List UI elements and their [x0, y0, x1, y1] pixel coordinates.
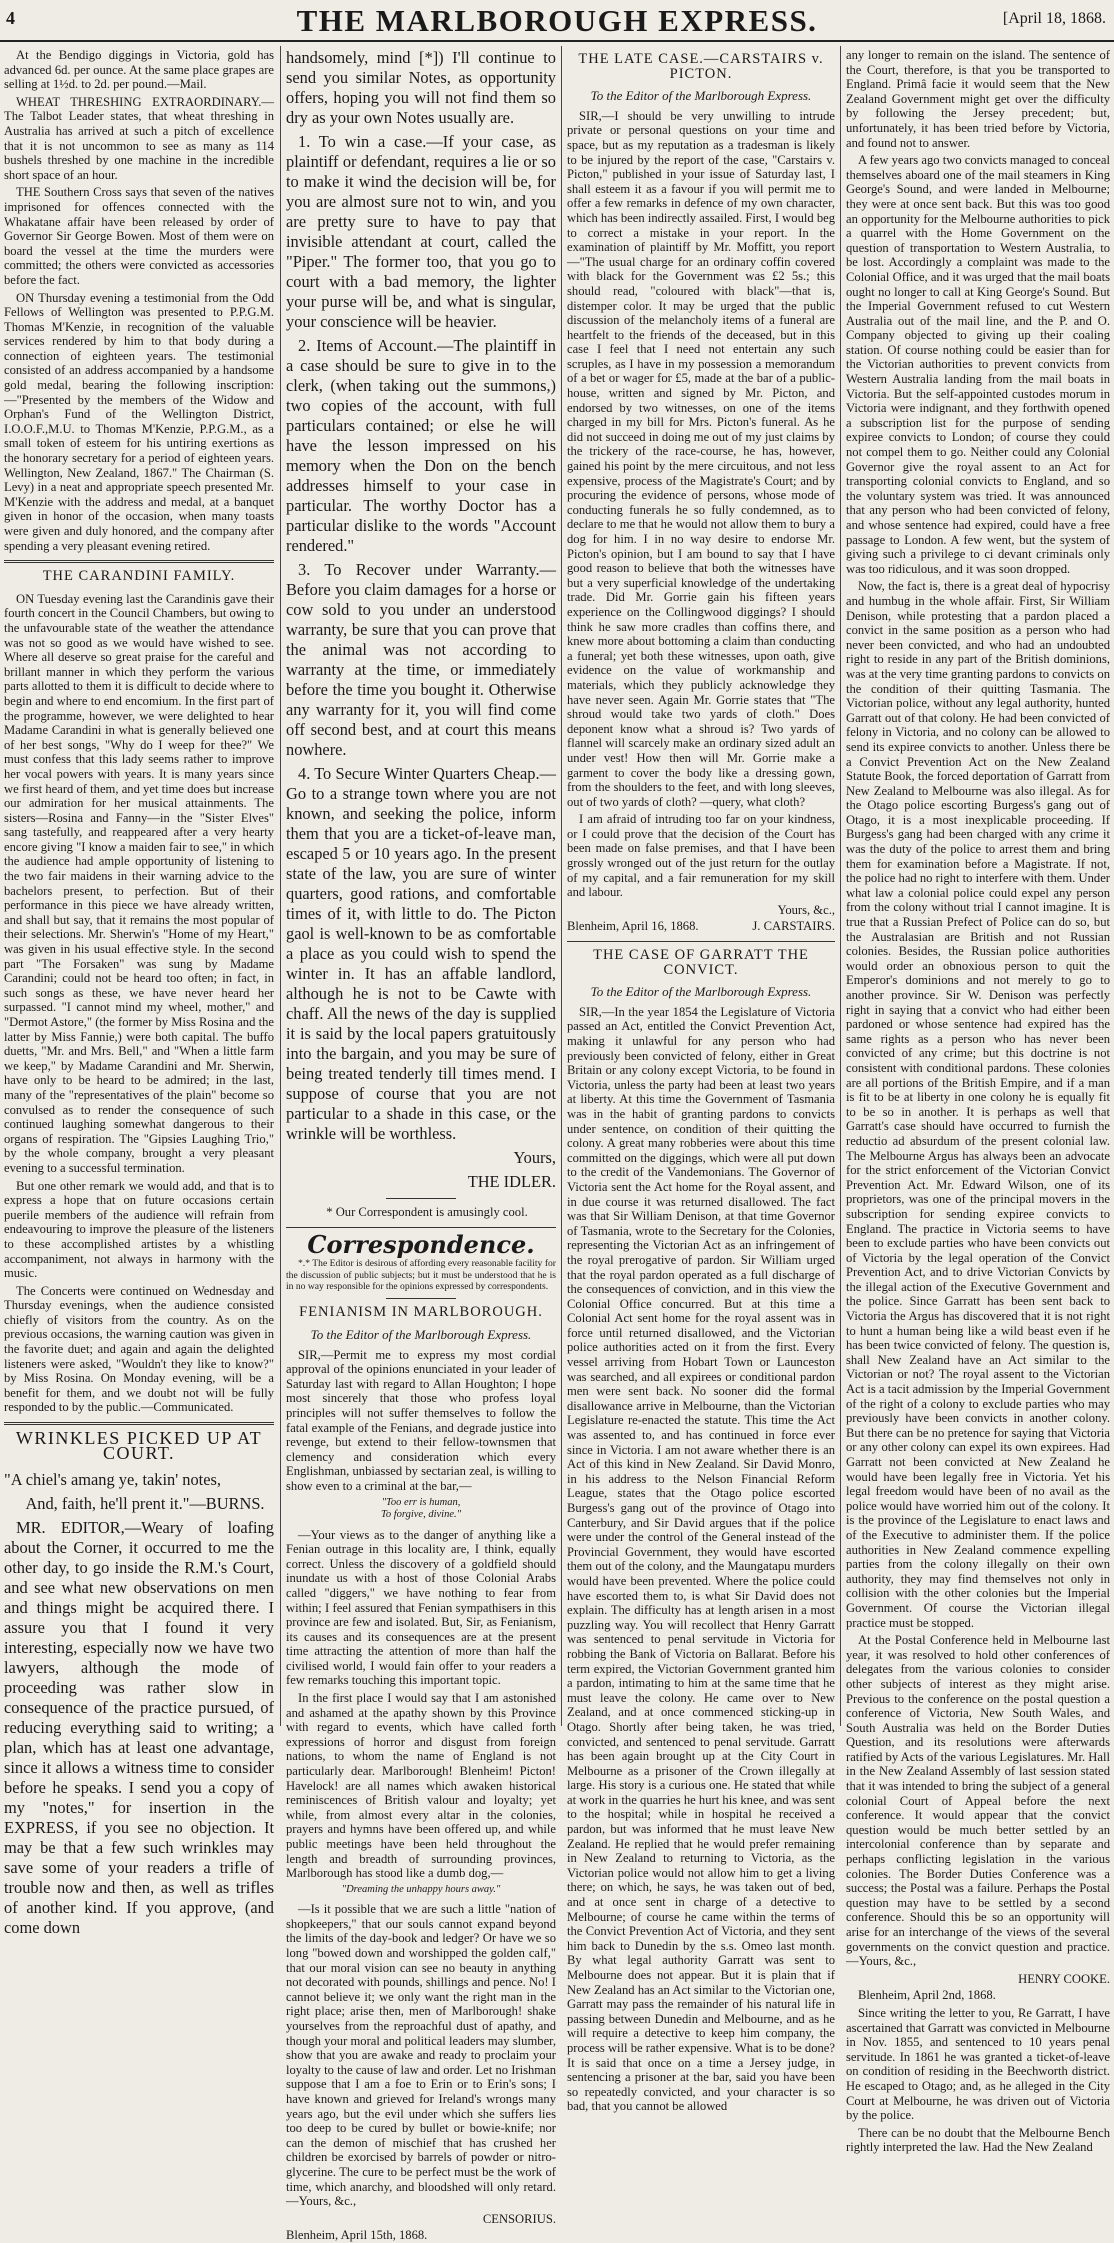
article-headline: THE CASE OF GARRATT THE CONVICT.: [593, 947, 809, 978]
epigraph-line: And, faith, he'll prent it."—BURNS.: [25, 1494, 265, 1514]
newspaper-title: THE MARLBOROUGH EXPRESS.: [296, 3, 818, 38]
article-paragraph: A few years ago two convicts managed to conceal themselves aboard one of the mail steamers in King George's Sound, and were landed in Melbourne; they were at once sent back. But this was too good an opportunity for the Melbourne authorities to pick a quarrel with the Home Government on the question of transportation to Western Australia, to be lost. Accordingly a complaint was made to the Colonial Office, and it was urged that the mail boats ought no longer to call at King George's Sound. But the Imperial Government refused to cut Western Australia out of the mail line, and the P. and O. Company objected to giving up their coaling station. Of course nothing could be easier than for the Victorian authorities to prevent convicts from Western Australia landing from the mail boats in Victoria. But the self-appointed custodes morum in Victoria were indignant, and they forthwith opened a subscription list for the purpose of sending expiree convicts to London; of course they could not compel them to go. Neither could any Colonial Governor give the royal assent to an Act for transporting colonial convicts to England, and so the voluntary system was tried. It was announced that any person who had been convicted of felony, and whose sentence had expired, could have a free passage to London. A few went, but the system of giving such a privilege to ci devant criminals only was too ridiculous, and it was soon dropped.: [846, 153, 1110, 576]
news-item: ON Thursday evening a testimonial from the Odd Fellows of Wellington was presented to P.P.G.M. Thomas M'Kenzie, in recognition of the valuable services rendered by him to that body during a connection of eighteen years. The testimonial consisted of an address accompanied by a handsome gold medal, bearing the following inscription:—"Presented by the members of the Widow and Orphan's Fund of the Wellington District, I.O.O.F.,M.U. to Thomas M'Kenzie, P.P.G.M., as a small token of esteem for his untiring exertions as the honorary secretary for a period of eighteen years. Wellington, New Zealand, 1867." The Chairman (S. Levy) in a neat and appropriate speech presented Mr. M'Kenzie with the address and medal, at a banquet given in honor of the occasion, when many toasts were given and duly honored, and the company after spending a very pleasant evening retired.: [4, 290, 274, 553]
signature: J. CARSTAIRS.: [752, 919, 835, 934]
section-divider: [4, 560, 274, 563]
column-rule: [280, 46, 281, 1726]
column-3: [567, 48, 835, 2114]
postscript: There can be no doubt that the Melbourne Bench rightly interpreted the law. Had the New Zealand: [846, 2125, 1110, 2155]
section-divider: [286, 1227, 556, 1228]
signature: THE IDLER.: [467, 1172, 556, 1191]
article-paragraph: Now, the fact is, there is a great deal of hypocrisy and humbug in the whole affair. First, Sir William Denison, while protesting that a pardon placed a convict in the same position as a person who had never been convicted, and who had an undoubted right to reside in any part of the British dominions, was at the very time granting pardons to convicts on the condition of their quitting Tasmania. The Victorian police, without any legal authority, hunted Garratt out of that colony. He had been convicted of felony in Victoria, and no colony can be allowed to send its expiree convicts to another. Unless there be a Convict Prevention Act on the New Zealand Statute Book, the forced deportation of Garratt from New Zealand to Melbourne was also illegal. As for the Otago police escorting Burgess's gang out of Otago, it is a most inexplicable proceeding. If Burgess's gang had been charged with any crime it was the duty of the police to arrest them and bring them for examination before a Magistrate. If not, the police had no right to interfere with them. Under what law a colonial police could expel any person from the colony without trial I cannot imagine. It is true that a Russian Prefect of Police can do so, but the Australasian are British and not Russian colonies. Besides, the Russian police authorities would order an obnoxious person to quit the Emperor's dominions and not merely to go to another province. Sir W. Denison was perfectly right in saying that a convict who had either been pardoned or whose sentence had expired has the same rights as a person who has never been convicted of any crime; but this doctrine is not consistent with conditional pardons. These colonies are all portions of the British Empire, and if a man is fit to be at liberty in one colony he is equally fit to be so in another. It is perhaps as well that Garratt's case should have occurred to furnish the reductio ad absurdum of the present colonial law. The Melbourne Argus has always been an advocate for the strict enforcement of the Victorian Convict Prevention Act. Mr. Edward Wilson, one of its proprietors, was one of the principal movers in the subscription for sending expiree convicts to England. The practice in Victoria seems to have been to exclude parties who have been convicts out of Victoria by the legal operation of the Convict Prevention Act, and to drive Victorian Convicts by the illegal action of the Executive Government and the police. Since Garratt has been sent back to Victoria the Argus has discovered that it is not right to hunt a human being like a wild beast even if he has been twice convicted of felony. The question is, shall New Zealand have an Act similar to the Victorian or not? The royal assent to the Victorian Act is a tacit admission by the Imperial Government of the right of a colony to exclude parties who may previously have been convicts in another colony. But there can be no pretence for saying that Victoria or any other colony can expel its own expirees. Had Garratt not been convicted at New Zealand he would have been legally free in Victoria. Yet his legal freedom would have been of no avail as the police would have worried him out of the colony. It is the province of the Legislature to enact laws and of the Executive to administer them. If the police authorities in New Zealand commence expelling parties from the colony illegally on their own authority, they may find themselves not only in collision with the other colonies but the Imperial Government. Of course the Victorian illegal practice must be stopped.: [846, 579, 1110, 1630]
dateline: [567, 919, 835, 934]
article-paragraph: handsomely, mind [*]) I'll continue to send you similar Notes, as opportunity offers, hoping you will not find them so dry as your own Notes usually are.: [286, 48, 556, 127]
article-paragraph: In the first place I would say that I am astonished and ashamed at the apathy shown by this Province with regard to events, which have called forth expressions of horror and disgust from foreign nations, to whom the name of England is not particularly dear. Marlborough! Blenheim! Picton! Havelock! are all names which awaken historical reminiscences of British valour and loyalty; yet while, from almost every altar in the colonies, prayers and hymns have been offered up, and while public meetings have been held throughout the length and breadth of surrounding provinces, Marlborough has stood like a dumb dog,—: [286, 1691, 556, 1881]
column-rule: [561, 46, 562, 1726]
masthead: [0, 0, 1114, 42]
column-4: [846, 48, 1110, 2155]
article-subhead: To the Editor of the Marlborough Express.: [590, 88, 812, 104]
section-divider: [567, 941, 835, 942]
article-paragraph: The Concerts were continued on Wednesday and Thursday evenings, when the audience consisted chiefly of visitors from the country. As on the previous occasions, the warning caution was given in the favorite duet; and again and again the delighted listeners were asked, "Wouldn't they like to know?" by Miss Rosina. On Monday evening, will be a benefit for them, and we doubt not will be fully responded to by the public.—Communicated.: [4, 1283, 274, 1415]
verse-quote: "Dreaming the unhappy hours away.": [341, 1883, 501, 1895]
article-paragraph: —Is it possible that we are such a little "nation of shopkeepers," that our souls cannot expand beyond the limits of the day-book and ledger? Or have we so long "bowed down and worshipped the golden calf," that our moral vision can see no beauty in anything not decorated with pounds, shillings and pence. No! I cannot believe it; we only want the right man in the right place; arise then, men of Marlborough! shake yourselves from the reproachful dust of apathy, and though your moral and political leaders may slumber, show that you are awake and ready to proclaim your loyalty to the cause of law and order. Let no Irishman suppose that I am a foe to Erin or to Erin's sons; I have known and grieved for Ireland's wrongs many years ago, but the evil under which she suffers lies too deep to be cured by bullet or bowie-knife; nor can the demon of mischief that has crushed her children be exorcised by barrels of powder or nitro-glycerine. The cure to be perfect must be the work of time, which anarchy, and bloodshed will only retard.—Yours, &c.,: [286, 1902, 556, 2209]
article-paragraph: SIR,—In the year 1854 the Legislature of Victoria passed an Act, entitled the Convict Prevention Act, making it unlawful for any person who had previously been convicted of felony, either in Great Britain or any colony except Victoria, to be found in Victoria, unless the party had been at least two years at liberty. At this time the Government of Tasmania was in the habit of granting pardons to convicts under sentence, on condition of their quitting the colony. A great many robberies were about this time committed on the diggings, which were all put down to the credit of the Vandemonians. The Governor of Victoria sent the Act home for the Royal assent, and in due course it was returned disallowed. The fact was that Sir William Denison, at that time Governor of Tasmania, wrote to the Secretary for the Colonies, representing the Victorian Act as an infringement of the royal prerogative of pardon. Sir William urged that the royal pardon operated as a full discharge of the consequences of conviction, and in this view the Colonial Office concurred. But at this time a Colonial Act sent home for the royal assent was in force until returned disallowed, and the Victorian police authorities acted on it from the first. Every vessel arriving from Hobart Town or Launceston was searched, and all expirees or conditional pardon men were sent back. No sooner did the formal disallowance arrive in Melbourne, than the Victorian Legislature re-enacted the statute. This time the Act was assented to, and has continued in force ever since in Victoria. I am not aware whether there is an Act of this kind in New Zealand. Sir David Monro, in his address to the Nelson Financial Reform League, states that the Otago police escorted Burgess's gang out of the province of Otago into Canterbury, and Sir David argues that if the police were under the control of the General instead of the Provincial Government, they would have escorted them out of the colony, and the Maungatapu murders would have been prevented. Where the police could have escorted them to, is what Sir David does not explain. The difficulty has at length arisen in a most puzzling way. You will recollect that Henry Garratt was sentenced to penal servitude in Victoria for robbing the Bank of Victoria on Ballarat. Before his term expired, the Victorian Government granted him a pardon, intimating to him at the same time that he must leave the colony. He came over to New Zealand, and at once commenced sticking-up in Otago. Shortly after being taken, he was tried, convicted, and sentenced to penal servitude. Garratt has been again brought up at the City Court in Melbourne as a prisoner of the Crown illegally at large. His story is a curious one. He stated that while at work in the quarries he hurt his knee, and was sent to the hospital; while in hospital he received a pardon, but was informed that he must leave New Zealand. He replied that he would prefer remaining in New Zealand to returning to Victoria, as the Victorian police would not allow him to get a living there; on which, he says, he was taken out of bed, and at once sent in charge of a detective to Melbourne; of course he came within the terms of the Convict Prevention Act of Victoria, and they sent him back to Dunedin by the s.s. Omeo last month. By what legal authority Garratt was sent to Melbourne does not appear. But it is plain that if New Zealand has an Act similar to the Victorian one, Garratt may pass the remainder of his natural life in passing between Dunedin and Melbourne, and as he will require a detective to keep him company, the process will be rather expensive. What is to be done? It is said that once on a time a Jersey judge, in sentencing a prisoner at the bar, said you have been so repeatedly convicted, and your character is so bad, that you cannot be allowed: [567, 1004, 835, 2114]
article-paragraph: 1. To win a case.—If your case, as plaintiff or defendant, requires a lie or so to make it wind the decision will be, for you are almost sure not to win, and you are pretty sure to have to pay that invisible attendant at court, called the "Piper." The former too, that you go to court with a bad memory, the lighter your purse will be, and what is singular, your conscience will be heavier.: [286, 132, 556, 331]
article-paragraph: —Your views as to the danger of anything like a Fenian outrage in this locality are, I think, equally correct. Unless the discovery of a goldfield should inundate us with a host of those Colonial Arabs called "diggers," we have nothing to fear from within; I feel assured that Fenian sympathisers in this province are few and isolated. But, Sir, as Fenianism, its causes and its consequences are at the present time attracting the attention of more than half the civilised world, I would fain offer to your readers a few remarks touching this important topic.: [286, 1527, 556, 1688]
article-subhead: To the Editor of the Marlborough Express.: [310, 1327, 532, 1342]
dateline-text: Blenheim, April 16, 1868.: [567, 919, 699, 934]
article-headline: THE CARANDINI FAMILY.: [42, 568, 236, 585]
news-item: THE Southern Cross says that seven of the natives imprisoned for offences connected with the Whakatane affair have been released by order of Governor Sir George Bowen. Most of them were on board the vessel at the time the murders were committed; the others were convicted as accessories before the fact.: [4, 185, 274, 287]
signature: HENRY COOKE.: [1018, 1971, 1110, 1986]
news-item: At the Bendigo diggings in Victoria, gold has advanced 6d. per ounce. At the same place grapes are selling at 1½d. to 2d. per pound.—Mail.: [4, 48, 274, 92]
news-item: WHEAT THRESHING EXTRAORDINARY.—The Talbot Leader states, that wheat threshing in Australia has arrived at such a pitch of excellence that it is not uncommon to see as many as 114 bushels threshed by one machine in the incredible short space of an hour.: [4, 94, 274, 182]
article-subhead: To the Editor of the Marlborough Express.: [590, 984, 812, 1000]
epigraph-line: "A chiel's amang ye, takin' notes,: [4, 1470, 221, 1490]
article-paragraph: 3. To Recover under Warranty.—Before you claim damages for a horse or cow sold to you under an understood warranty, be sure that you can prove that the animal was not according to warranty at the time, or immediately before the time you bought it. Otherwise any warranty for it, you will find come off second best, and at court this means nowhere.: [286, 560, 556, 759]
article-paragraph: SIR,—I should be very unwilling to intrude private or personal questions on your time and space, but as my reputation as a tradesman is likely to be injured by the report of the case, "Carstairs v. Picton," published in your issue of Saturday last, I shall esteem it as a favour if you will permit me to offer a few remarks in defence of my own character, which has been indirectly assailed. First, I would beg to correct a mistake in your report. In the examination of plaintiff by Mr. Moffitt, you report—"The usual charge for an ordinary coffin covered with black for the Government was £2 5s.; this should read, "coloured with black"—that is, distemper color. It may be urged that the public discussion of the melancholy items of a funeral are heartfelt to the friends of the deceased, but in this case I feel that I need not entertain any such scruples, as I have in my possession a memorandum of a bet or wager for £5, made at the bar of a public-house, written and signed by Mr. Picton, and endorsed by two witnesses, on one of the items charged in my bill for Mrs. Picton's funeral. As he did not succeed in doing me out of my just claims by the trickery of the race-course, he has, however, gained his point by the mere circuitous, and not less expensive, process of the Magistrate's Court; and by procuring the evidence of persons, whose mode of conducting funerals he so fully condemned, as to declare to me that he would not allow them to bury a dog for him. I in no way desire to endorse Mr. Picton's opinion, but I am bound to say that I have good reason to believe that both the witnesses have but a very superficial knowledge of the undertaking trade. Did Mr. Gorrie gain his fifteen years experience on the Collingwood diggings? I should think he saw more cradles than coffins there, and knew more about bottoming a claim than conducting a funeral; yet both these witnesses, upon oath, give evidence on the value of workmanship and materials, which they publicly acknowledge they have never seen. Again Mr. Gorrie states that "The shroud would take two yards of cloth." Does deponent know what a shroud is? Two yards of flannel will scarcely make an ordinary sized adult an under vest! How then will Mr. Gorrie make a garment to cover the body like a dressing gown, from the shoulders to the feet, and with long sleeves, out of two yards of cloth? —query, what cloth?: [567, 108, 835, 809]
postscript: Since writing the letter to you, Re Garratt, I have ascertained that Garratt was convicted in Melbourne in Nov. 1855, and sentenced to 10 years penal servitude. In 1861 he was granted a ticket-of-leave on condition of residing in the Beechworth district. He escaped to Otago; and, as he alleged in the City Court at Melbourne, he was driven out of Victoria by the police.: [846, 2005, 1110, 2123]
page-number: 4: [6, 8, 15, 28]
article-headline: THE LATE CASE.—CARSTAIRS v. PICTON.: [578, 51, 824, 82]
verse-line: "Too err is human,: [381, 1496, 461, 1508]
article-headline: WRINKLES PICKED UP AT COURT.: [15, 1428, 263, 1463]
dateline: Blenheim, April 2nd, 1868.: [858, 1988, 996, 2003]
column-rule: [840, 46, 841, 1726]
column-2: [286, 48, 556, 2243]
article-paragraph: At the Postal Conference held in Melbourne last year, it was resolved to hold other conferences of delegates from the various colonies to consider other subjects of interest as they might arise. Previous to the conference on the postal question a conference of Victoria, New South Wales, and South Australia was held on the Border Duties Question, and its resolutions were afterwards ratified by Acts of the various Legislatures. Mr. Hall in the New Zealand Assembly of last session stated that it was intended to bring the subject of a general colonial Court of Appeal before the next conference. It would appear that the convict question would be much better settled by an intercolonial conference than by separate and perhaps conflicting legislation in the various colonies. The Border Duties Conference was a success; the Postal was a failure. Perhaps the Postal question may have to be settled by a second conference. Should this be so an opportunity will arise for an interchange of the views of the several governments on the convict question and practice.—Yours, &c.,: [846, 1633, 1110, 1969]
article-paragraph: 4. To Secure Winter Quarters Cheap.—Go to a strange town where you are not known, and seeking the police, inform them that you are a ticket-of-leave man, escaped 5 or 10 years ago. In the present state of the law, you are sure of winter quarters, good rations, and comfortable times of it, with little to do. The Picton gaol is well-known to be as comfortable a place as you could wish to spend the winter in. It has an affable landlord, although he is not to be Cawte with chaff. All the news of the day is supplied it is said by the local papers gratuitously into the bargain, and you may be sure of being treated tenderly till times mend. I suppose of course that you are not particular to a shade in this case, or the wrinkle will be worthless.: [286, 764, 556, 1143]
editor-note: *.* The Editor is desirous of affording every reasonable facility for the discussion of public subjects; but it must be understood that he is in no way responsible for the opinions expressed by correspondents.: [286, 1258, 556, 1292]
short-divider: [386, 1298, 456, 1299]
verse-quote: [286, 1497, 556, 1522]
signoff: Yours, &c.,: [777, 902, 835, 917]
wrinkles-article: [4, 1470, 274, 1938]
signoff: Yours,: [513, 1148, 556, 1167]
article-headline: FENIANISM IN MARLBOROUGH.: [299, 1304, 543, 1321]
wrinkles-continued: [286, 48, 556, 1192]
dateline: Blenheim, April 15th, 1868.: [286, 2228, 428, 2243]
section-heading: Correspondence.: [307, 1229, 535, 1259]
article-paragraph: But one other remark we would add, and that is to express a hope that on future occasions certain puerile members of the audience will refrain from endeavouring to improve the pleasure of the listeners to these accomplished artistes by a whistling accompaniment, not always in harmony with the music.: [4, 1178, 274, 1281]
issue-date: [April 18, 1868.: [1002, 10, 1106, 27]
article-paragraph: ON Tuesday evening last the Carandinis gave their fourth concert in the Council Chambers, but owing to the unfavourable state of the weather the attendance was not so good as we would have wished to see. Where all deserve so great praise for the careful and brillant manner in which they perform the various parts allotted to them it is difficult to decide where to begin and where to end encomium. In the first part of the programme, however, we were delighted to hear Madame Carandini in what is generally believed one of her best songs, "Why do I weep for thee?" We must confess that this lady seems rather to improve her vocal powers with years. It is many years since we first heard of them, and yet time does but increase our admiration for her musical attainments. The sisters—Rosina and Fanny—in the "Sister Elves" sang tastefully, and reappeared after a very hearty encore giving "I know a maiden fair to see," in which the audience had ample opportunity of listening to the two fair maidens in their warning advice to the bachelors present, to perfection. But of their performance in this piece we have already written, and shall but say, that it remains the most popular of their selections. Mr. Sherwin's "Home of my Heart," was given in his usual effective style. In the second part "The Forsaken" was sung by Madame Carandini; could not be heard too often; in fact, in such songs as these, we have never heard her surpassed. "I cannot mind my wheel, mother," and "Dermot Astore," (the former by Miss Rosina and the latter by Miss Fannie,) were both capital. The buffo duetts, "Mr. and Mrs. Bell," and "When a little farm we keep," by Madame Carandini and Mr. Sherwin, have only to be heard to be admired; in the last, many of the "representatives of the plain" become so convulsed as to render the consequence of such continued laughing somewhat dangerous to their organs of respiration. The "Gipsies Laughing Trio," by the whole company, brought a very pleasant evening to a successful termination.: [4, 591, 274, 1175]
short-divider: [386, 1198, 456, 1199]
footnote: * Our Correspondent is amusingly cool.: [326, 1205, 528, 1219]
article-paragraph: MR. EDITOR,—Weary of loafing about the Corner, it occurred to me the other day, to go inside the R.M.'s Court, and see what new observations on men and things might be acquired there. I assure you that I found it very interesting, especially now we have two lawyers, although the mode of proceeding was rather slow in consequence of the practice pursued, of reducing everything said to writing; a plan, which has at least one advantage, since it allows a witness time to consider before he speaks. I send you a copy of my "notes," for insertion in the EXPRESS, if you see no objection. It may be that a few such wrinkles may save some of your readers a trifle of trouble now and then, as well as trifles of another kind. If you approve, (and come down: [4, 1518, 274, 1938]
signature: CENSORIUS.: [482, 2211, 556, 2226]
column-1: [4, 48, 274, 1938]
section-divider: [4, 1422, 274, 1425]
article-paragraph: any longer to remain on the island. The sentence of the Court, therefore, is that you be transported to England. Primâ facie it would seem that the New Zealand Government might get over the difficulty by following the Jersey precedent; but, unfortunately, it has been tried before by Victoria, and found not to answer.: [846, 48, 1110, 150]
article-paragraph: 2. Items of Account.—The plaintiff in a case should be sure to give in to the clerk, (when taking out the summons,) two copies of the account, with full particulars contained; or else he will have the lesson impressed on his memory when the Don on the bench addresses himself to your case in particular. The worthy Doctor has a particular dislike to the words "Account rendered.": [286, 336, 556, 555]
article-paragraph: SIR,—Permit me to express my most cordial approval of the opinions enunciated in your leader of Saturday last with regard to Allan Houghton; I hope most sincerely that those who profess loyal principles will not suffer themselves to follow the fatal example of the Fenians, and degrade justice into revenge, but extend to their fellow-townsmen that clemency and consideration which every Englishman, unbiassed by sectarian zeal, is willing to show even to a criminal at the bar,—: [286, 1347, 556, 1493]
article-paragraph: I am afraid of intruding too far on your kindness, or I could prove that the decision of the Court has been made on false premises, and that I have been grossly wronged out of the just return for the outlay of my capital, and a fair remuneration for my skill and labour.: [567, 812, 835, 900]
verse-line: To forgive, divine.": [380, 1509, 462, 1521]
